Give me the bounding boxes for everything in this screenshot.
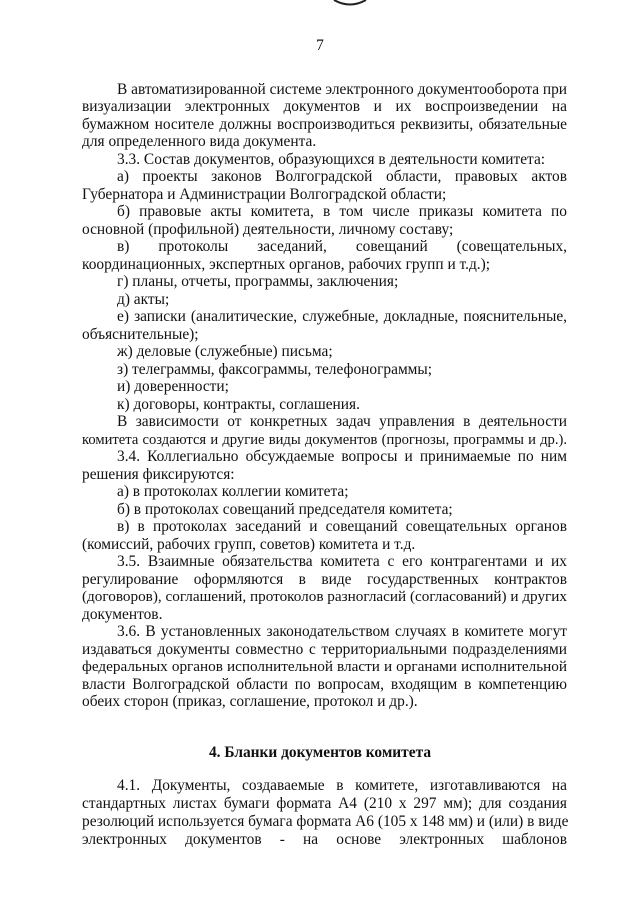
text-line: 3.5. Взаимные обязательства комитета с его контрагентами и их (117, 553, 567, 570)
text-line: в) в протоколах заседаний и совещаний совещательных органов (117, 518, 567, 535)
text-line: а) в протоколах коллегии комитета; (117, 483, 349, 500)
text-line: объяснительные); (82, 326, 199, 343)
text-line: е) записки (аналитические, служебные, докладные, пояснительные, (117, 308, 567, 325)
text-line: б) в протоколах совещаний председателя комитета; (117, 501, 453, 518)
text-line: а) проекты законов Волгоградской области, правовых актов (117, 168, 567, 185)
text-line: ж) деловые (служебные) письма; (117, 343, 333, 360)
text-line: издаваться документы совместно с территориальными подразделениями (82, 641, 567, 658)
text-line: комитета создаются и другие виды документов (прогнозы, программы и др.). (82, 432, 567, 448)
text-line: и) доверенности; (117, 378, 229, 395)
text-line: д) акты; (117, 291, 170, 308)
text-line: координационных, экспертных органов, рабочих групп и т.д.); (82, 256, 491, 273)
text-line: документов. (82, 606, 163, 623)
text-line: бумажном носителе должны воспроизводиться реквизиты, обязательные (82, 116, 567, 133)
section-heading: 4. Бланки документов комитета (208, 744, 432, 761)
text-line: 4.1. Документы, создаваемые в комитете, изготавливаются на (117, 777, 567, 794)
text-line: В автоматизированной системе электронного документооборота при (117, 81, 568, 98)
text-line: з) телеграммы, факсограммы, телефонограммы; (117, 361, 433, 378)
text-line: 3.4. Коллегиально обсуждаемые вопросы и принимаемые по ним (117, 448, 567, 465)
text-line: обеих сторон (приказ, соглашение, протокол и др.). (82, 693, 418, 710)
text-line: решения фиксируются: (82, 466, 235, 483)
text-line: резолюций используется бумага формата А6 (105 х 148 мм) и (или) в виде (82, 813, 569, 830)
text-line: В зависимости от конкретных задач управления в деятельности (117, 413, 567, 430)
text-line: (договоров), соглашений, протоколов разногласий (согласований) и других (82, 588, 567, 605)
page-number: 7 (316, 37, 324, 54)
text-line: электронных документов - на основе электронных шаблонов (82, 831, 567, 848)
text-line: 3.3. Состав документов, образующихся в деятельности комитета: (117, 151, 546, 168)
text-line: для определенного вида документа. (82, 133, 317, 150)
text-line: федеральных органов исполнительной власти и органами исполнительной (82, 658, 567, 675)
text-line: власти Волгоградской области по вопросам, входящим в компетенцию (82, 676, 567, 693)
text-line: в) протоколы заседаний, совещаний (совещательных, (117, 238, 567, 255)
text-line: Губернатора и Администрации Волгоградской области; (82, 186, 447, 203)
text-line: визуализации электронных документов и их воспроизведении на (82, 98, 567, 115)
page-top-mark (333, 0, 367, 6)
text-line: стандартных листах бумаги формата А4 (210 х 297 мм); для создания (82, 795, 567, 812)
text-line: (комиссий, рабочих групп, советов) комитета и т.д. (82, 536, 416, 553)
text-line: г) планы, отчеты, программы, заключения; (117, 273, 399, 290)
text-line: 3.6. В установленных законодательством случаях в комитете могут (117, 623, 567, 640)
text-line: б) правовые акты комитета, в том числе приказы комитета по (117, 203, 567, 220)
text-line: основной (профильной) деятельности, личному составу; (82, 221, 454, 238)
text-line: к) договоры, контракты, соглашения. (117, 396, 360, 413)
text-line: регулирование оформляются в виде государственных контрактов (82, 571, 567, 588)
